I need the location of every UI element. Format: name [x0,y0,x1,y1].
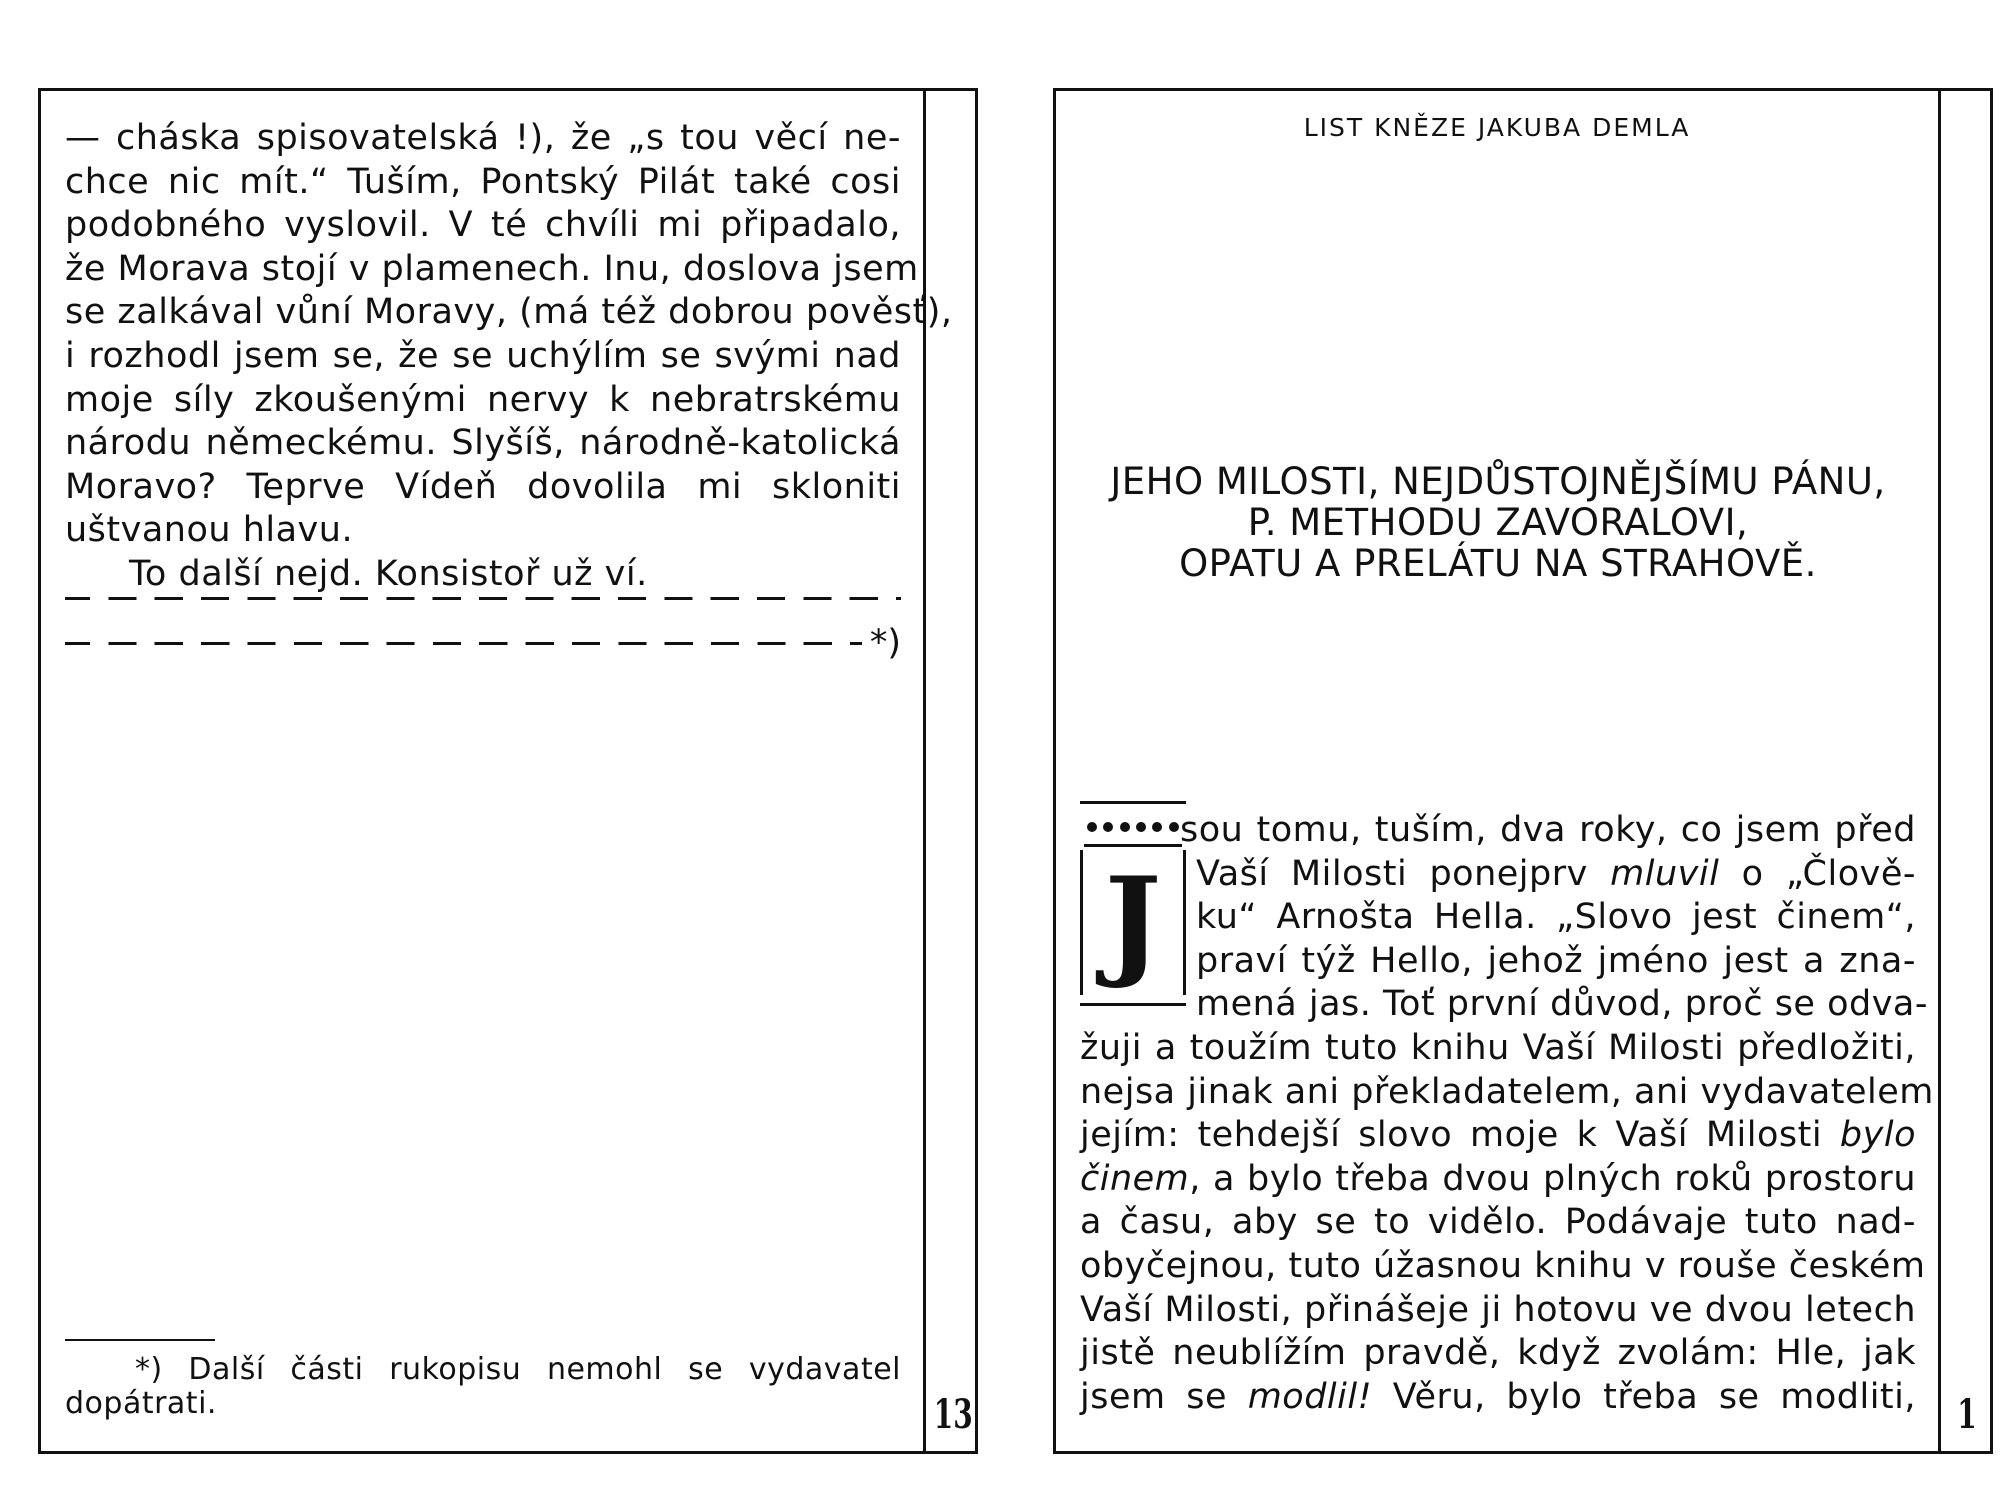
text-line: i rozhodl jsem se, že se uchýlím se svými nad [65,335,901,376]
text-line: že Morava stojí v plamenech. Inu, doslova jsem [65,248,919,289]
right-page-margin-rule [1938,91,1941,1451]
dedication-line: JEHO MILOSTI, NEJDŮSTOJNĚJŠÍMU PÁNU, [1110,460,1886,503]
dash-rule [65,642,862,645]
emphasis: bylo [1839,1115,1916,1156]
text-run: Věru, bylo třeba se modliti, [1372,1376,1916,1417]
text-line: To další nejd. Konsistoř už ví. [129,553,648,594]
text-run: , a bylo třeba dvou plných roků prostoru [1189,1158,1916,1199]
text-line: podobného vyslovil. V té chvíli mi připadalo, [65,205,901,246]
dedication [1080,461,1916,584]
text-line [1080,1158,1916,1202]
emphasis: modlil! [1247,1376,1373,1417]
left-page [38,88,978,1454]
running-head: LIST KNĚZE JAKUBA DEMLA [1303,113,1691,142]
emphasis: činem [1080,1158,1190,1199]
right-page-body [1080,809,1934,1419]
dash-separator [65,578,901,618]
text-line: sou tomu, tuším, dva roky, co jsem před [1180,810,1916,850]
text-run: jsem se [1080,1376,1248,1417]
text-run: jejím: tehdejší slovo moje k Vaší Milosti [1080,1115,1840,1156]
text-line: uštvanou hlavu. [65,510,354,551]
footnote-rule [65,1339,215,1341]
text-line: mená jas. Toť první důvod, proč se odva- [1196,984,1929,1025]
footnote-line: dopátrati. [65,1386,217,1421]
dash-separator-footnote [65,623,901,663]
text-run: Vaší Milosti ponejprv [1196,853,1611,894]
text-line [1080,1114,1916,1158]
left-page-body [65,117,953,597]
footnote-line: *) Další části rukopisu nemohl se vydavatel [135,1352,901,1387]
drop-cap-letter: J [1104,851,1162,992]
text-line: moje síly zkoušenými nervy k nebratrskému [65,379,901,420]
text-line: Moravo? Teprve Vídeň dovolila mi skloniti [65,466,901,507]
text-run: o „Člově- [1719,853,1917,894]
page-number: 1 [1957,1391,1977,1438]
dash-rule [65,597,901,600]
footnote [65,1353,901,1421]
text-line: chce nic mít.“ Tuším, Pontský Pilát také cosi [65,161,901,202]
page-number: 13 [933,1391,973,1438]
text-line: a času, aby se to vidělo. Podávaje tuto nad- [1080,1202,1916,1243]
text-line: se zalkával vůní Moravy, (má též dobrou pověsť), [65,292,953,333]
text-line: ku“ Arnošta Hella. „Slovo jest činem“, [1196,897,1916,938]
text-line: nejsa jinak ani překladatelem, ani vydavatelem [1080,1071,1934,1112]
emphasis: mluvil [1610,853,1720,894]
footnote-marker: *) [869,623,901,663]
text-line [1080,853,1916,897]
dedication-line: P. METHODU ZAVORALOVI, [1247,501,1749,544]
text-line: žuji a toužím tuto knihu Vaší Milosti předložiti, [1080,1027,1916,1068]
right-page [1053,88,1993,1454]
text-line: národu německému. Slyšíš, národně-katolická [65,423,901,464]
text-line: praví týž Hello, jehož jméno jest a zna- [1196,940,1916,981]
text-line: — cháska spisovatelská !), že „s tou věcí ne- [65,118,901,158]
dedication-line: OPATU A PRELÁTU NA STRAHOVĚ. [1179,542,1817,585]
text-line: Vaší Milosti, přinášeje ji hotovu ve dvou letech [1080,1289,1916,1330]
text-line [1080,1376,1916,1420]
text-line: obyčejnou, tuto úžasnou knihu v rouše českém [1080,1245,1926,1286]
text-line: jistě neublížím pravdě, když zvolám: Hle, jak [1080,1333,1916,1374]
